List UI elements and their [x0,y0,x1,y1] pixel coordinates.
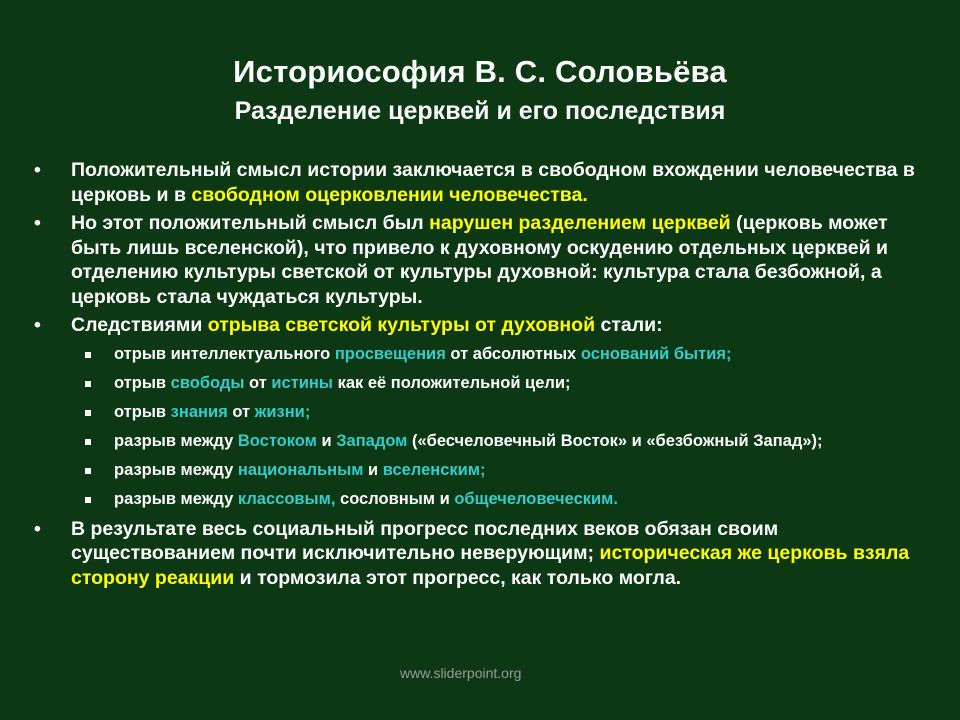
bullet-item [30,211,935,309]
bullet-item [30,517,935,591]
bullet-text: Следствиями [71,314,208,336]
slide-subtitle: Разделение церквей и его последствия [234,97,726,125]
square-bullet-icon [85,381,91,387]
highlight-text: свободы [170,373,245,392]
bullet-text: (церковь может быть лишь вселенской), что привело к духовному оскудению отдельных церквей и отделению культуры светской от культуры духовной: культура стала безбожной, а церковь стала чуждаться культуры. [71,212,889,308]
highlight-text: жизни; [254,402,311,421]
sub-text: как её положительной цели; [333,373,571,392]
highlight-text: оснований бытия; [580,344,732,363]
sub-text: («бесчеловечный Восток» и «безбожный Запад»); [407,431,823,450]
highlight-text: свободном оцерковлении человечества. [191,183,588,206]
watermark: www.sliderpoint.org [400,665,522,681]
bullet-item [30,158,935,207]
sub-text: разрыв между [114,460,238,479]
bullet-text: стали: [595,314,663,336]
sub-item [30,343,935,366]
bullet-item [30,313,935,338]
sub-item [30,372,935,395]
square-bullet-icon [85,468,91,474]
sub-text: разрыв между [114,489,238,508]
bullet-dot-icon: • [34,212,41,234]
highlight-text: классовым, [237,489,336,508]
highlight-text: отрыва светской культуры от духовной [207,314,596,336]
highlight-text: Востоком [237,431,317,450]
sub-text: разрыв между [114,431,238,450]
square-bullet-icon [85,439,91,445]
square-bullet-icon [85,410,91,416]
highlight-text: Западом [336,431,408,450]
bullet-dot-icon: • [34,517,41,540]
bullet-text: Положительный смысл истории заключается в свободном вхождении человечества в церковь и в [71,159,915,206]
highlight-text: вселенским; [382,460,486,479]
sub-text: от [227,402,255,421]
sub-item [30,401,935,424]
bullet-dot-icon: • [34,314,41,336]
highlight-text: общечеловеческим. [454,489,618,508]
sub-text: от [244,373,272,392]
sub-text: от абсолютных [445,344,581,363]
sub-text: сословным и [335,489,455,508]
highlight-text: истины [271,373,333,392]
sub-text: отрыв интеллектуального [114,344,335,363]
bullet-text: и тормозила этот прогресс, как только могла. [234,566,682,589]
sub-list [30,343,935,511]
sub-item [30,459,935,482]
highlight-text: историческая же церковь взяла сторону реакции [71,542,910,589]
highlight-text: просвещения [334,344,446,363]
bullet-dot-icon: • [34,159,41,181]
highlight-text: знания [170,402,228,421]
bullet-text: В результате весь социальный прогресс последних веков обязан своим существованием почти исключительно неверующим; [71,517,779,564]
sub-text: отрыв [114,402,171,421]
sub-text: отрыв [114,373,171,392]
sub-text: и [363,460,383,479]
sub-item [30,488,935,511]
square-bullet-icon [85,497,91,503]
title-block [0,52,960,127]
square-bullet-icon [85,352,91,358]
sub-text: и [316,431,337,450]
highlight-text: нарушен разделением церквей [429,212,731,234]
bullet-text: Но этот положительный смысл был [71,212,430,234]
slide-title: Историософия В. С. Соловьёва [233,54,727,89]
highlight-text: национальным [237,460,364,479]
sub-item [30,430,935,453]
content-body [30,158,935,594]
